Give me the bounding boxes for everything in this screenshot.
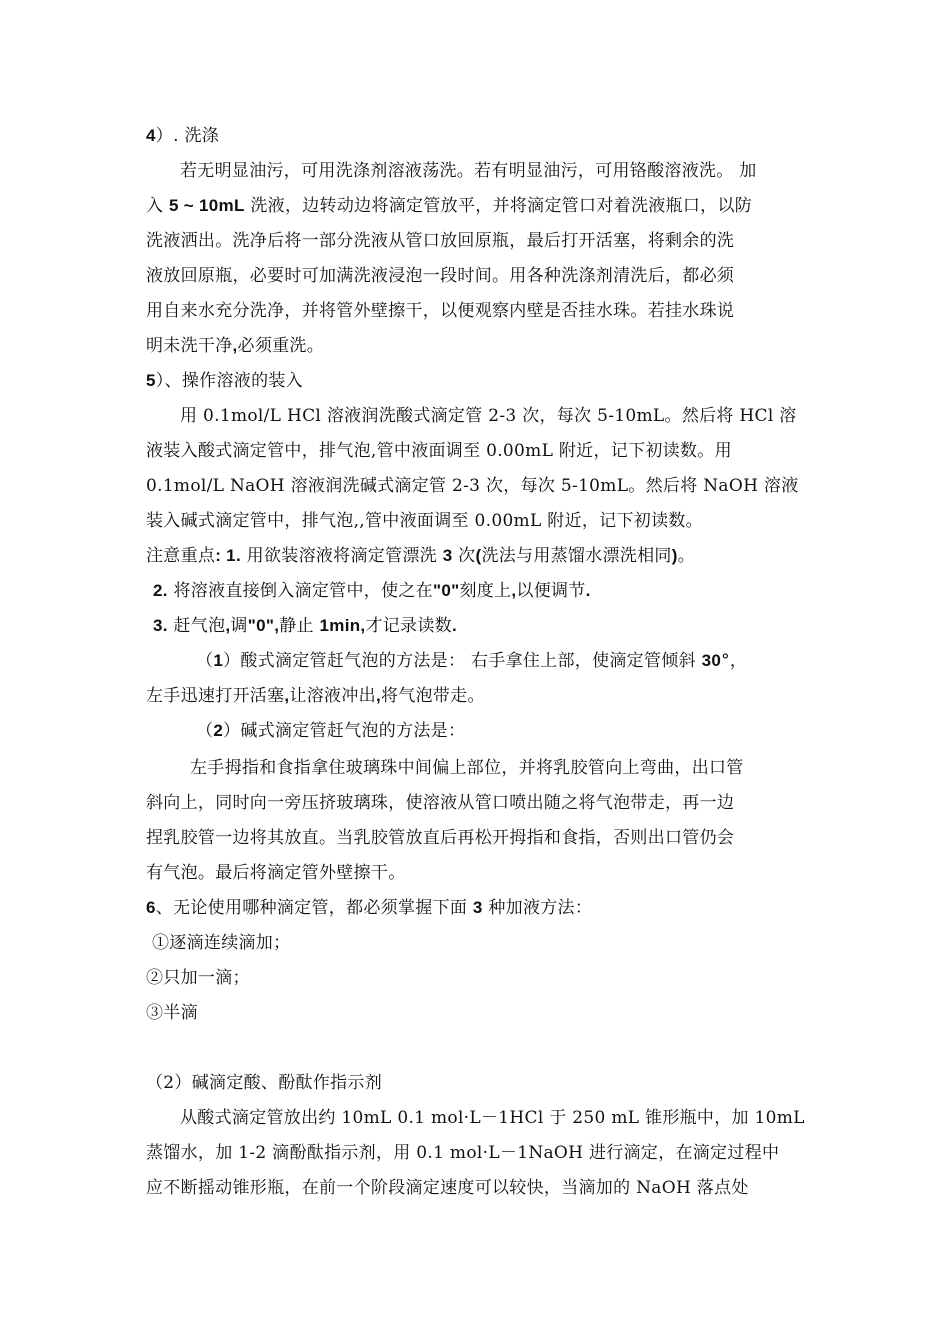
section-4-line-2 [146, 194, 752, 218]
paren-close: ) [671, 546, 678, 565]
base-method-number: 2 [213, 721, 224, 740]
text-run: 次 [452, 546, 476, 566]
text-run: 用欲装溶液将滴定管漂洗 [240, 546, 443, 566]
rinse-count: 3 [442, 546, 453, 565]
note-number-2: 2. [153, 581, 168, 600]
text-run: 必须重洗。 [237, 336, 325, 356]
text-run: 洗法与用蒸馏水漂洗相同 [481, 546, 672, 566]
wait-time: 1min, [319, 616, 366, 635]
note-item-1 [146, 544, 695, 568]
note-label: 注意重点 [146, 546, 216, 566]
text-run: ）碱式滴定管赶气泡的方法是： [223, 721, 466, 741]
text-run: 洗液，边转动边将滴定管放平，并将滴定管口对着洗液瓶口，以防 [244, 196, 753, 216]
text-run: 静止 [279, 616, 320, 636]
text-run: 入 [146, 196, 170, 216]
note-number-3: 3. [153, 616, 168, 635]
text-run: °， [721, 651, 748, 671]
base-method-line-4: 有气泡。最后将滴定管外壁擦干。 [146, 863, 406, 883]
acid-method-line-1 [196, 649, 747, 673]
section-5-line-4: 装入碱式滴定管中，排气泡,,管中液面调至 0.00mL 附近，记下初读数。 [146, 511, 703, 531]
section-5-heading [146, 369, 303, 393]
text-run: 左手迅速打开活塞 [146, 686, 285, 706]
note-number-1: : 1. [215, 546, 241, 565]
tilt-angle: 30 [701, 651, 722, 670]
list-item: ②只加一滴； [146, 968, 250, 988]
section-4-line-6 [146, 334, 324, 358]
section-4-line-4: 液放回原瓶，必要时可加满洗液浸泡一段时间。用各种洗涤剂清洗后，都必须 [146, 266, 735, 286]
note-item-2 [153, 579, 591, 603]
volume-range: 5 ~ 10mL [169, 196, 245, 215]
part-2-line-3: 应不断摇动锥形瓶，在前一个阶段滴定速度可以较快，当滴加的 NaOH 落点处 [146, 1178, 749, 1198]
text-run: 、无论使用哪种滴定管，都必须掌握下面 [155, 898, 473, 918]
section-4-heading [146, 124, 219, 148]
punctuation: , [232, 336, 238, 355]
text-run: 才记录读数 [365, 616, 452, 636]
section-5-title: ）、操作溶液的装入 [155, 371, 303, 391]
paren-open: ( [475, 546, 482, 565]
text-run: 将气泡带走。 [380, 686, 485, 706]
base-method-line-2: 斜向上，同时向一旁压挤玻璃珠，使溶液从管口喷出随之将气泡带走，再一边 [146, 793, 735, 813]
list-item: ③半滴 [146, 1003, 198, 1023]
section-5-line-2: 液装入酸式滴定管中，排气泡,管中液面调至 0.00mL 附近，记下初读数。用 [146, 441, 732, 461]
paren-open: （ [196, 721, 214, 741]
text-run: 明未洗干净 [146, 336, 233, 356]
punctuation: , [375, 686, 381, 705]
note-item-3 [153, 614, 457, 638]
text-run: 种加液方法： [482, 898, 593, 918]
section-4-line-1: 若无明显油污，可用洗涤剂溶液荡洗。若有明显油污，可用铬酸溶液洗。 加 [180, 161, 757, 181]
base-method-heading [196, 719, 465, 743]
part-2-line-1: 从酸式滴定管放出约 10mL 0.1 mol·L－1HCl 于 250 mL 锥形瓶中，加 10mL [180, 1108, 805, 1128]
section-6-number: 6 [146, 898, 156, 917]
section-5-line-3: 0.1mol/L NaOH 溶液润洗碱式滴定管 2-3 次，每次 5-10mL。然后将 NaOH 溶液 [146, 476, 799, 496]
text-run: 让溶液冲出 [289, 686, 376, 706]
acid-method-line-2 [146, 684, 485, 708]
section-4-number: 4 [146, 126, 156, 145]
text-run: 调 [230, 616, 248, 636]
acid-method-number: 1 [213, 651, 224, 670]
list-item: ①逐滴连续滴加； [152, 933, 291, 953]
base-method-line-1: 左手拇指和食指拿住玻璃珠中间偏上部位，并将乳胶管向上弯曲，出口管 [190, 758, 744, 778]
section-4-title: ）. 洗涤 [155, 126, 220, 146]
punctuation: , [284, 686, 290, 705]
zero-mark: "0" [432, 581, 460, 600]
section-5-line-1: 用 0.1mol/L HCl 溶液润洗酸式滴定管 2-3 次，每次 5-10mL。然后将 HCl 溶 [180, 406, 797, 426]
part-2-heading: （2）碱滴定酸、酚酞作指示剂 [146, 1073, 383, 1093]
text-run: 。 [677, 546, 696, 566]
base-method-line-3: 捏乳胶管一边将其放直。当乳胶管放直后再松开拇指和食指，否则出口管仍会 [146, 828, 735, 848]
zero-mark: "0", [247, 616, 280, 635]
text-run: 以便调节 [516, 581, 586, 601]
punctuation: . [585, 581, 591, 600]
text-run: 刻度上 [459, 581, 512, 601]
section-4-line-5: 用自来水充分洗净，并将管外壁擦干，以便观察内壁是否挂水珠。若挂水珠说 [146, 301, 735, 321]
punctuation: , [511, 581, 517, 600]
text-run: 赶气泡 [167, 616, 226, 636]
punctuation: , [225, 616, 231, 635]
part-2-line-2: 蒸馏水，加 1-2 滴酚酞指示剂，用 0.1 mol·L－1NaOH 进行滴定，在滴定过程中 [146, 1143, 780, 1163]
method-count: 3 [472, 898, 483, 917]
section-4-line-3: 洗液洒出。洗净后将一部分洗液从管口放回原瓶，最后打开活塞，将剩余的洗 [146, 231, 735, 251]
section-5-number: 5 [146, 371, 156, 390]
punctuation: . [451, 616, 457, 635]
text-run: 将溶液直接倒入滴定管中，使之在 [167, 581, 433, 601]
section-6-heading [146, 896, 592, 920]
paren-open: （ [196, 651, 214, 671]
text-run: ）酸式滴定管赶气泡的方法是： 右手拿住上部，使滴定管倾斜 [223, 651, 702, 671]
